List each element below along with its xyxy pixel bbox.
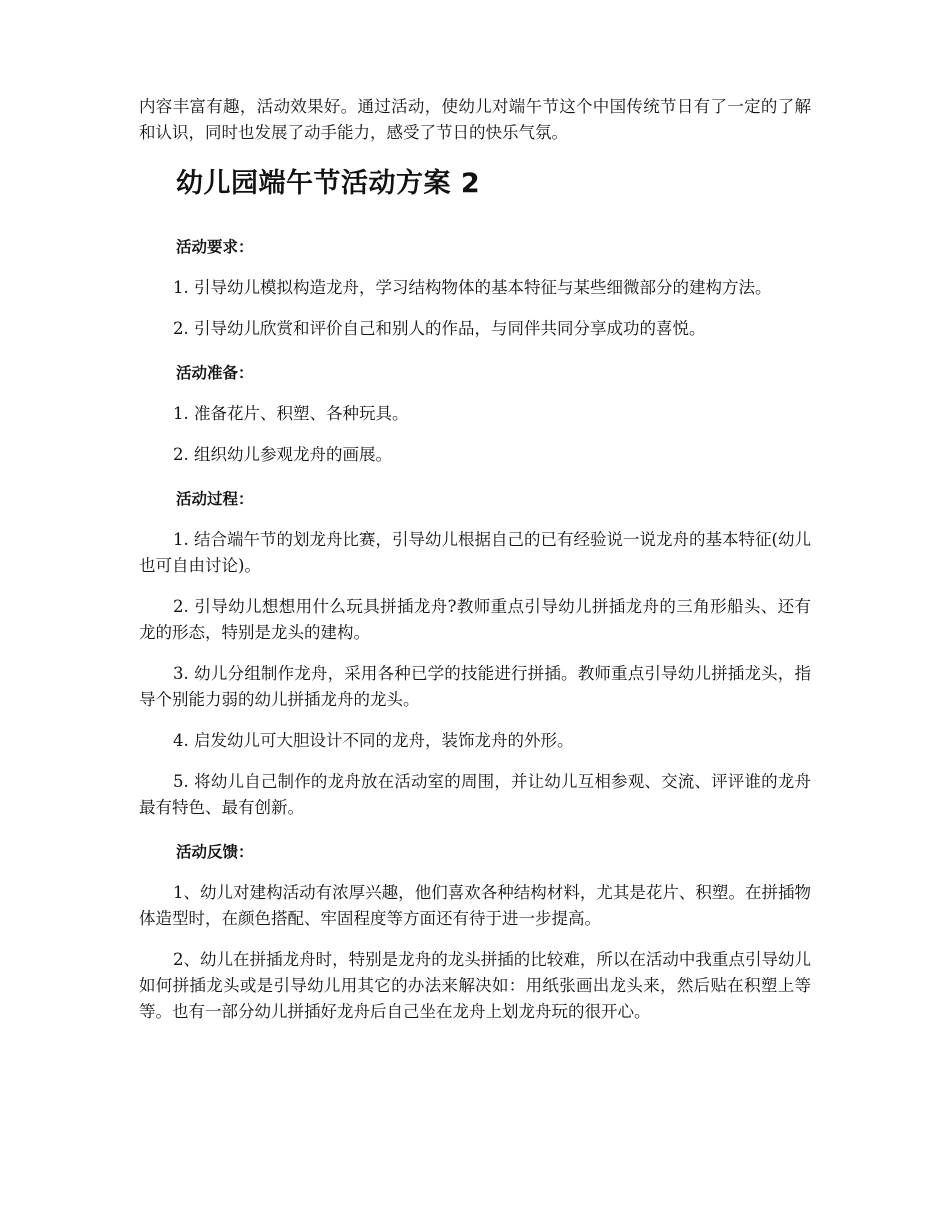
section-heading-process: 活动过程： — [176, 490, 254, 508]
process-item-3: 3. 幼儿分组制作龙舟，采用各种已学的技能进行拼插。教师重点引导幼儿拼插龙头，指导个别能力弱的幼儿拼插龙舟的龙头。 — [139, 664, 811, 709]
preparation-item-1: 1. 准备花片、积塑、各种玩具。 — [173, 404, 409, 423]
process-item-1: 1. 结合端午节的划龙舟比赛，引导幼儿根据自己的已有经验说一说龙舟的基本特征(幼儿也可自由讨论)。 — [139, 530, 811, 575]
feedback-item-1: 1、幼儿对建构活动有浓厚兴趣，他们喜欢各种结构材料，尤其是花片、积塑。在拼插物体造型时，在颜色搭配、牢固程度等方面还有待于进一步提高。 — [139, 883, 811, 928]
intro-paragraph: 内容丰富有趣，活动效果好。通过活动，使幼儿对端午节这个中国传统节日有了一定的了解和认识，同时也发展了动手能力，感受了节日的快乐气氛。 — [139, 97, 811, 142]
section-heading-feedback: 活动反馈： — [176, 843, 254, 861]
requirements-item-2: 2. 引导幼儿欣赏和评价自己和别人的作品，与同伴共同分享成功的喜悦。 — [173, 319, 706, 338]
process-item-4: 4. 启发幼儿可大胆设计不同的龙舟，装饰龙舟的外形。 — [173, 731, 574, 750]
feedback-item-2: 2、幼儿在拼插龙舟时，特别是龙舟的龙头拼插的比较难，所以在活动中我重点引导幼儿如何拼插龙头或是引导幼儿用其它的办法来解决如：用纸张画出龙头来，然后贴在积塑上等等。也有一部分幼儿拼插好龙舟后自己坐在龙舟上划龙舟玩的很开心。 — [139, 950, 811, 1021]
requirements-item-1: 1. 引导幼儿模拟构造龙舟，学习结构物体的基本特征与某些细微部分的建构方法。 — [173, 278, 772, 297]
document-title: 幼儿园端午节活动方案 2 — [176, 168, 481, 199]
section-heading-requirements: 活动要求： — [176, 238, 254, 256]
process-item-5: 5. 将幼儿自己制作的龙舟放在活动室的周围，并让幼儿互相参观、交流、评评谁的龙舟最有特色、最有创新。 — [139, 772, 811, 817]
document-page — [139, 94, 811, 1040]
section-heading-preparation: 活动准备： — [176, 364, 254, 382]
process-item-2: 2. 引导幼儿想想用什么玩具拼插龙舟?教师重点引导幼儿拼插龙舟的三角形船头、还有龙的形态，特别是龙头的建构。 — [139, 597, 811, 642]
preparation-item-2: 2. 组织幼儿参观龙舟的画展。 — [173, 445, 392, 464]
